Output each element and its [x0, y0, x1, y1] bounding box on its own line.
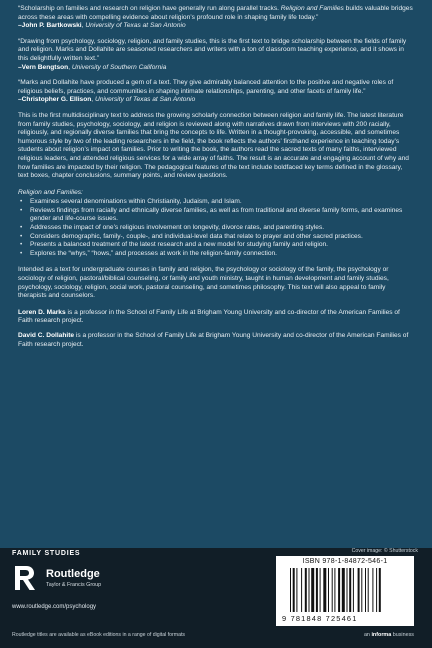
publisher-strip [0, 548, 432, 648]
intended-audience: Intended as a text for undergraduate courses in family and religion, the psychology or sociology of the family, the psychology or sociology of religion, pastoral/biblical counseling, or family and youth ministry, taught in human development and family studies, psychology, sociology, religion, social work, pastoral counseling, and sometimes philosophy. This text will also appeal to family therapists and counselors. [18, 266, 389, 300]
ebook-note: Routledge titles are available as eBook editions in a range of digital formats [12, 632, 186, 638]
feature-item: • Considers demographic, family-, couple-, and individual-level data that relate to prayer and other sacred practices. [28, 233, 414, 242]
publisher-name: Routledge [46, 568, 100, 580]
author-bio-dollahite [18, 332, 414, 349]
quote-author: –Christopher G. Ellison [18, 96, 92, 104]
quote-text: “Drawing from psychology, sociology, religion, and family studies, this is the first text to bridge scholarship between the fields of family and religion. Marks and Dollahite are seasoned researchers and writers with a ton of classroom teaching experience, and it shows in this delightfully written text.” [18, 37, 407, 62]
author-bio-text: is a professor in the School of Family Life at Brigham Young University and co-director of the American Families of Faith research project. [18, 308, 400, 325]
quote-affiliation: University of Texas at San Antonio [94, 96, 196, 104]
quote-author: –Vern Bengtson [18, 63, 69, 71]
isbn-label: ISBN 978-1-84872-546-1 [302, 558, 388, 565]
author-bio-text: is a professor in the School of Family Life at Brigham Young University and co-director of the American Families of Faith research project. [18, 332, 409, 348]
features-title: Religion and Families: [18, 188, 83, 196]
informa-business: an informa business [363, 632, 414, 638]
quote-author: –John P. Bartkowski [18, 22, 82, 30]
feature-item: • Addresses the impact of one’s religious involvement on longevity, divorce rates, and parenting styles. [28, 224, 414, 233]
cover-credit: Cover image: © Shutterstock [351, 548, 418, 554]
routledge-logo [12, 563, 152, 597]
publisher-group: Taylor & Francis Group [46, 582, 102, 588]
quote-affiliation: University of Texas at San Antonio [85, 22, 186, 30]
routledge-r-icon [12, 563, 38, 593]
category-label: FAMILY STUDIES [12, 550, 81, 557]
publisher-url[interactable]: www.routledge.com/psychology [12, 604, 97, 610]
quote-text: “Marks and Dollahite have produced a gem of a text. They give admirably balanced attention to the positive and negative roles of religious beliefs, practices, and communities in shaping intimate relationships, parenting, and other facets of family life.” [18, 79, 394, 95]
barcode-number: 9 781848 725461 [282, 614, 358, 623]
quote-text: “Scholarship on families and research on religion have generally run along parallel tracks. [18, 5, 281, 12]
quote-bengtson: “Drawing from psychology, sociology, religion, and family studies, this is the first text to bridge scholarship between the fields of family and religion. Marks and Dollahite are seasoned researchers and writers with a ton of classroom teaching experience, and it shows in this delightfully written text.” –Vern Bengtson, University of Southern California [18, 38, 414, 72]
feature-item: • Reviews findings from racially and ethnically diverse families, as well as from traditional and diverse family forms, and examines gender and life-course issues. [28, 207, 414, 224]
feature-item: • Explores the “whys,” “hows,” and processes at work in the religion-family connection. [28, 250, 414, 259]
book-title-italic: Religion and Families [280, 5, 344, 12]
quote-affiliation: University of Southern California [71, 63, 167, 71]
author-name: Loren D. Marks [18, 308, 66, 316]
quote-text-cont: builds valuable bridges across these areas with compelling evidence about religion’s profound role in shaping family life today.” [18, 5, 413, 21]
book-description: This is the first multidisciplinary text to address the growing scholarly connection between religion and family life. The latest literature from family studies, psychology, sociology, and religion is reviewed along with narratives drawn from interviews with 200 racially, religiously, and regionally diverse families that bring the concepts to life. Written in a thought-provoking, accessible, and sometimes humorous style by two of the leading researchers in the field, the book reflects the authors’ firsthand experience in teaching today’s students about religion’s impact on families. Prior to writing the book, the authors read the sacred texts of many faiths, interviewed religious leaders, and attended religious services for a wide array of faiths. The result is an accurate and engaging account of why and how families are impacted by their religion. The pedagogical features of the text include boldfaced key terms defined in the glossary, text boxes, chapter conclusions, summary points, and review questions. [18, 111, 409, 180]
author-name: David C. Dollahite [18, 332, 75, 339]
barcode-icon [290, 568, 402, 614]
feature-item: • Presents a balanced treatment of the latest research and a new model for studying family and religion. [28, 241, 414, 250]
author-bio-marks [18, 309, 414, 326]
quote-bartkowski: “Scholarship on families and research on religion have generally run along parallel tracks. Religion and Families builds valuable bridges across these areas with compelling evidence about religion’s profound role in shaping family life today.” –John P. Bartkowski, University of Texas at San Antonio [18, 5, 413, 30]
quote-ellison: “Marks and Dollahite have produced a gem of a text. They give admirably balanced attention to the positive and negative roles of religious beliefs, practices, and communities in shaping intimate relationships, parenting, and other facets of family life.” –Christopher G. Ellison, University of Texas at San Antonio [18, 79, 414, 105]
feature-item: • Examines several denominations within Christianity, Judaism, and Islam. [28, 198, 414, 207]
features-list [18, 198, 414, 258]
barcode-panel [276, 556, 414, 626]
